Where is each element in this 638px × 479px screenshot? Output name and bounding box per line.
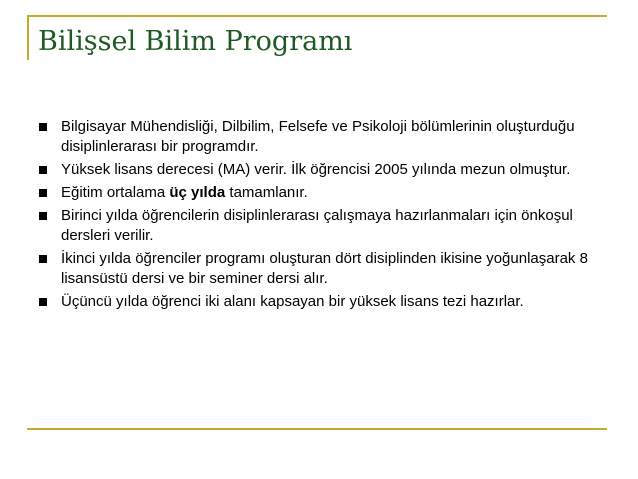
bullet-item [36, 292, 596, 312]
bullet-text-emphasis: üç yılda [169, 184, 226, 201]
bullet-text [61, 184, 308, 201]
bullet-text: Birinci yılda öğrencilerin disiplinlerarası çalışmaya hazırlanmaları için önkoşul dersleri verilir. [61, 207, 573, 244]
bullet-text: Üçüncü yılda öğrenci iki alanı kapsayan bir yüksek lisans tezi hazırlar. [61, 293, 524, 310]
bullet-text-prefix: Eğitim ortalama [61, 184, 170, 201]
bullet-item [36, 160, 596, 180]
bullet-item [36, 183, 596, 203]
top-rule [27, 15, 607, 17]
bullet-item [36, 206, 596, 246]
square-bullet-icon [39, 123, 47, 131]
bullet-text: Bilgisayar Mühendisliği, Dilbilim, Felsefe ve Psikoloji bölümlerinin oluşturduğu disiplinlerarası bir programdır. [61, 118, 575, 155]
square-bullet-icon [39, 298, 47, 306]
left-rule [27, 15, 29, 60]
square-bullet-icon [39, 189, 47, 197]
square-bullet-icon [39, 212, 47, 220]
bullet-list [36, 117, 596, 315]
bullet-text: İkinci yılda öğrenciler programı oluşturan dört disiplinden ikisine yoğunlaşarak 8 lisansüstü dersi ve bir seminer dersi alır. [61, 250, 588, 287]
square-bullet-icon [39, 255, 47, 263]
bullet-text: Yüksek lisans derecesi (MA) verir. İlk öğrencisi 2005 yılında mezun olmuştur. [61, 161, 571, 178]
bullet-item [36, 249, 596, 289]
slide-title: Bilişsel Bilim Programı [38, 26, 353, 57]
bullet-text-suffix: tamamlanır. [225, 184, 308, 201]
square-bullet-icon [39, 166, 47, 174]
bottom-rule [27, 428, 607, 430]
bullet-item [36, 117, 596, 157]
